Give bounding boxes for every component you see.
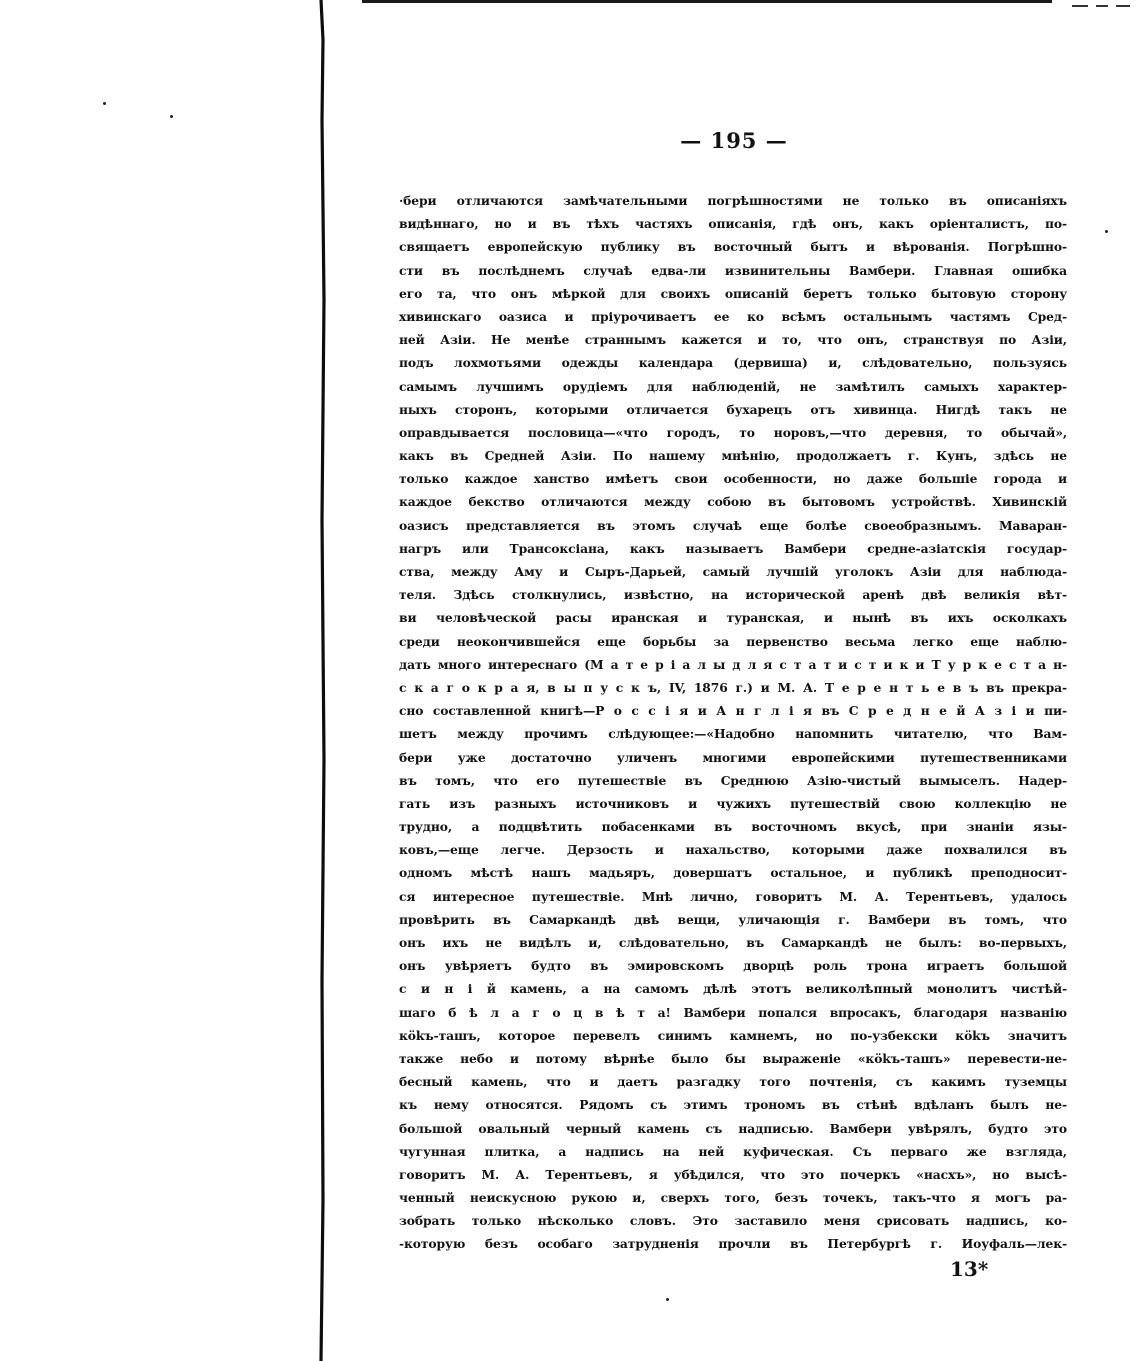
text-line: ви человѣческой расы иранская и туранская, и нынѣ въ ихъ осколкахъ xyxy=(399,610,1067,626)
body-text xyxy=(399,189,1067,1256)
text-line: одномъ мѣстѣ нашъ мадьяръ, довершатъ остальное, и публикѣ преподносит- xyxy=(399,865,1067,881)
text-line: оазисъ представляется въ этомъ случаѣ еще болѣе своеобразнымъ. Маваран- xyxy=(399,517,1067,533)
text-line: трудно, а подцвѣтить побасенками въ восточномъ вкусѣ, при знаніи язы- xyxy=(399,819,1067,835)
text-line: его та, что онъ мѣркой для своихъ описаній беретъ только бытовую сторону xyxy=(399,285,1067,301)
sheet-signature: 13* xyxy=(950,1257,989,1281)
text-line: ней Азіи. Не менѣе страннымъ кажется и то, что онъ, странствуя по Азіи, xyxy=(399,332,1067,348)
text-line: свящаетъ европейскую публику въ восточный бытъ и вѣрованія. Погрѣшно- xyxy=(399,239,1067,255)
top-rule xyxy=(362,0,1052,3)
text-line: онъ увѣряетъ будто въ эмировскомъ дворцѣ роль трона играетъ большой xyxy=(399,958,1067,974)
text-line: оправдывается пословица—«что городъ, то норовъ,—что деревня, то обычай», xyxy=(399,424,1067,440)
text-line: ся интересное путешествіе. Мнѣ лично, говоритъ М. А. Терентьевъ, удалось xyxy=(399,888,1067,904)
text-line: каждое бекство отличаются между собою въ бытовомъ устройствѣ. Хивинскій xyxy=(399,494,1067,510)
text-line: -которую безъ особаго затрудненія прочли въ Петербургѣ г. Иоуфаль—лек- xyxy=(399,1236,1067,1252)
top-dash-mark xyxy=(1096,5,1108,7)
text-line: шетъ между прочимъ слѣдующее:—«Надобно напомнить читателю, что Вам- xyxy=(399,726,1067,742)
text-line: теля. Здѣсь столкнулись, извѣстно, на исторической аренѣ двѣ великія вѣт- xyxy=(399,587,1067,603)
text-line: только каждое ханство имѣетъ свои особенности, но даже большіе города и xyxy=(399,471,1067,487)
text-line: видѣннаго, но и въ тѣхъ частяхъ описанія, гдѣ онъ, какъ оріенталистъ, по- xyxy=(399,216,1067,232)
top-dash-mark xyxy=(1116,5,1130,7)
text-line: также небо и потому вѣрнѣе было бы выраженіе «кökъ-ташъ» перевести-не- xyxy=(399,1050,1067,1066)
text-line: хивинскаго оазиса и пріурочиваетъ ее ко всѣмъ остальнымъ частямъ Сред- xyxy=(399,308,1067,324)
text-line: говоритъ М. А. Терентьевъ, я убѣдился, что это почеркъ «насхъ», но высѣ- xyxy=(399,1166,1067,1182)
text-line: ченный неискусною рукою и, сверхъ того, безъ точекъ, такъ-что я могъ ра- xyxy=(399,1190,1067,1206)
text-line: ства, между Аму и Сыръ-Дарьей, самый лучшій уголокъ Азіи для наблюда- xyxy=(399,564,1067,579)
text-line: с к а г о к р а я, в ы п у с к ъ, IV, 1876 г.) и М. А. Т е р е н т ь е в ъ въ прекра- xyxy=(399,679,1067,695)
text-line: ныхъ сторонъ, которыми отличается бухарецъ отъ хивинца. Нигдѣ такъ не xyxy=(399,401,1067,417)
text-line: гать изъ разныхъ источниковъ и чужихъ путешествій свою коллекцію не xyxy=(399,795,1067,811)
text-line: бесный камень, что и даетъ разгадку того почтенія, съ какимъ туземцы xyxy=(399,1074,1067,1090)
scan-speck xyxy=(170,115,173,118)
text-line: какъ въ Средней Азіи. По нашему мнѣнію, продолжаетъ г. Кунъ, здѣсь не xyxy=(399,448,1067,464)
text-line: онъ ихъ не видѣлъ и, слѣдовательно, въ Самаркандѣ не былъ: во-первыхъ, xyxy=(399,935,1067,950)
text-line: провѣрить въ Самаркандѣ двѣ вещи, уличающія г. Вамбери въ томъ, что xyxy=(399,911,1067,927)
text-line: въ томъ, что его путешествіе въ Среднюю Азію-чистый вымыселъ. Надер- xyxy=(399,772,1067,788)
text-line: дать много интереснаго (М а т е р і а л ы д л я с т а т и с т и к и Т у р к е с т а н- xyxy=(399,656,1067,672)
text-line: сно составленной книгѣ—Р о с с і я и А н г л і я въ С р е д н е й А з і и пи- xyxy=(399,703,1067,719)
text-line: бери уже достаточно уличенъ многими европейскими путешественниками xyxy=(399,749,1067,765)
text-line: сти въ послѣднемъ случаѣ едва-ли извинительны Вамбери. Главная ошибка xyxy=(399,262,1067,278)
text-line: среди неокончившейся еще борьбы за первенство весьма легко еще наблю- xyxy=(399,633,1067,649)
top-dash-mark xyxy=(1072,5,1088,7)
text-line: шаго б ѣ л а г о ц в ѣ т а! Вамбери попался впросакъ, благодаря названію xyxy=(399,1004,1067,1020)
text-line: с и н і й камень, а на самомъ дѣлѣ этотъ великолѣпный монолитъ чистѣй- xyxy=(399,981,1067,997)
text-line: ·бери отличаются замѣчательными погрѣшностями не только въ описаніяхъ xyxy=(399,193,1067,208)
text-line: зобрать только нѣсколько словъ. Это заставило меня срисовать надпись, ко- xyxy=(399,1213,1067,1229)
text-line: къ нему относятся. Рядомъ съ этимъ трономъ въ стѣнѣ вдѣланъ былъ не- xyxy=(399,1097,1067,1113)
scan-speck xyxy=(103,102,106,105)
binding-edge xyxy=(318,0,326,1361)
scan-speck xyxy=(1105,230,1108,233)
page-number: — 195 — xyxy=(680,128,788,153)
text-line: ковъ,—еще легче. Дерзость и нахальство, которыми даже похвалился въ xyxy=(399,842,1067,858)
text-line: нагръ или Трансоксіана, какъ называетъ Вамбери средне-азіатскія государ- xyxy=(399,540,1067,556)
text-line: самымъ лучшимъ орудіемъ для наблюденій, не замѣтилъ самыхъ характер- xyxy=(399,378,1067,394)
text-line: большой овальный черный камень съ надписью. Вамбери увѣрялъ, будто это xyxy=(399,1120,1067,1136)
text-line: кökъ-ташъ, которое перевелъ синимъ камнемъ, но по-узбекски кökъ значитъ xyxy=(399,1027,1067,1043)
text-line: подъ лохмотьями одежды календара (дервиша) и, слѣдовательно, пользуясь xyxy=(399,355,1067,371)
scan-speck xyxy=(666,1298,669,1301)
text-line: чугунная плитка, а надпись на ней куфическая. Съ перваго же взгляда, xyxy=(399,1143,1067,1159)
